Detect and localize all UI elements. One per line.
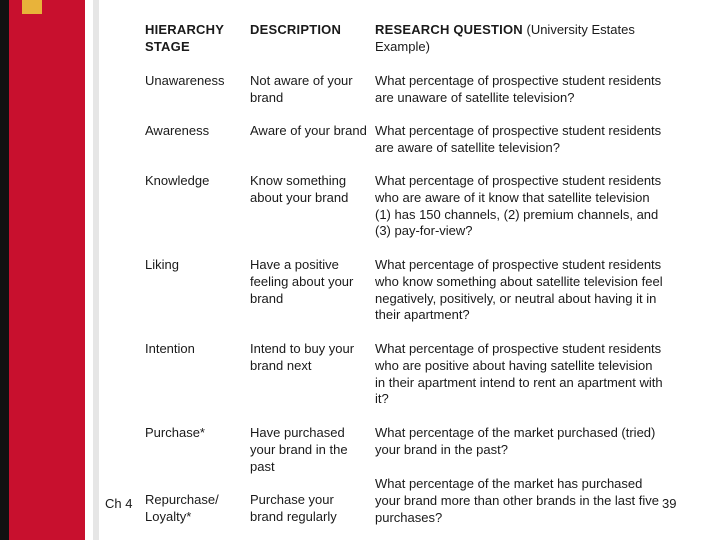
left-red-sidebar <box>9 0 85 540</box>
left-edge-black-bar <box>0 0 9 540</box>
page-number: 39 <box>662 496 677 511</box>
gold-accent <box>22 0 42 14</box>
description-cell: Not aware of your brand <box>250 73 353 105</box>
question-cell: What percentage of the market purchased (tried) your brand in the past? <box>375 425 656 457</box>
stage-cell: Intention <box>145 341 195 356</box>
question-cell: What percentage of prospective student residents are unaware of satellite television? <box>375 73 662 105</box>
sidebar-gap <box>85 0 93 540</box>
description-cell: Aware of your brand <box>250 123 367 138</box>
description-cell: Intend to buy your brand next <box>250 341 355 373</box>
description-cell: Have a positive feeling about your brand <box>250 257 354 306</box>
chapter-label: Ch 4 <box>105 496 133 511</box>
stage-cell: Awareness <box>145 123 210 138</box>
description-cell: Purchase your brand regularly <box>250 492 337 524</box>
header-research-question: RESEARCH QUESTION (University Estates Example) <box>375 22 635 54</box>
question-cell: What percentage of prospective student residents who are positive about having satellite television in their apartment intend to rent an apartment with it? <box>375 341 663 407</box>
question-cell: What percentage of prospective student residents who are aware of it know that satellite television (1) has 150 channels, (2) premium channels, and (3) pay-for-view? <box>375 173 662 239</box>
stage-cell: Liking <box>145 257 179 272</box>
header-description: DESCRIPTION <box>250 22 342 37</box>
description-cell: Have purchased your brand in the past <box>250 425 348 474</box>
question-cell: What percentage of the market has purchased your brand more than other brands in the last five purchases? <box>375 476 659 525</box>
sidebar-grey-stripe <box>93 0 99 540</box>
stage-cell: Knowledge <box>145 173 210 188</box>
question-cell: What percentage of prospective student residents who know something about satellite television feel negatively, positively, or neutral about having it in their apartment? <box>375 257 663 323</box>
stage-cell: Unawareness <box>145 73 225 88</box>
description-cell: Know something about your brand <box>250 173 349 205</box>
stage-cell: Repurchase/ Loyalty* <box>145 492 219 524</box>
stage-cell: Purchase* <box>145 425 205 440</box>
header-stage: HIERARCHY STAGE <box>145 22 224 54</box>
question-cell: What percentage of prospective student residents are aware of satellite television? <box>375 123 662 155</box>
